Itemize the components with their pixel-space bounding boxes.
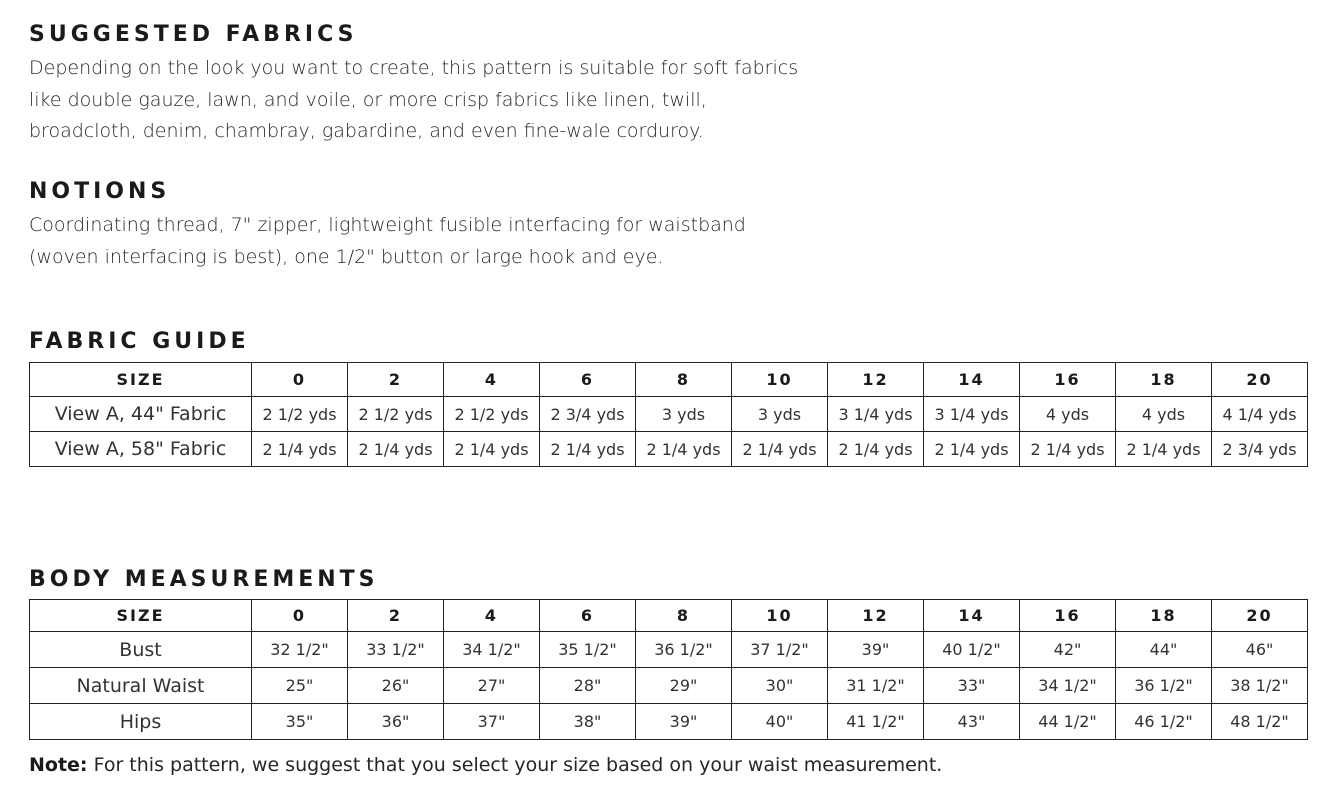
- table-cell: 2 1/4 yds: [828, 432, 924, 467]
- size-column-header: 10: [732, 600, 828, 632]
- size-column-header: 14: [924, 363, 1020, 397]
- table-cell: 2 1/2 yds: [444, 397, 540, 432]
- size-header-label: SIZE: [30, 363, 252, 397]
- table-cell: 34 1/2": [444, 632, 540, 668]
- size-column-header: 0: [252, 600, 348, 632]
- table-cell: 40": [732, 704, 828, 740]
- table-row: [30, 632, 1308, 668]
- table-cell: 29": [636, 668, 732, 704]
- table-cell: 4 yds: [1020, 397, 1116, 432]
- suggested-fabrics-line: broadcloth, denim, chambray, gabardine, and even fine-wale corduroy.: [29, 120, 704, 142]
- table-cell: 41 1/2": [828, 704, 924, 740]
- table-row: [30, 397, 1308, 432]
- size-column-header: 18: [1116, 600, 1212, 632]
- suggested-fabrics-line: like double gauze, lawn, and voile, or more crisp fabrics like linen, twill,: [29, 88, 707, 111]
- table-cell: 2 1/4 yds: [252, 432, 348, 467]
- size-column-header: 12: [828, 600, 924, 632]
- size-column-header: 6: [540, 600, 636, 632]
- table-cell: 38 1/2": [1212, 668, 1308, 704]
- table-cell: 42": [1020, 632, 1116, 668]
- table-cell: 39": [636, 704, 732, 740]
- table-cell: 25": [252, 668, 348, 704]
- table-cell: 2 1/4 yds: [1020, 432, 1116, 467]
- table-cell: 44 1/2": [1020, 704, 1116, 740]
- table-cell: 32 1/2": [252, 632, 348, 668]
- size-column-header: 12: [828, 363, 924, 397]
- table-cell: 3 1/4 yds: [828, 397, 924, 432]
- table-cell: 27": [444, 668, 540, 704]
- size-column-header: 4: [444, 363, 540, 397]
- size-header-row: [30, 600, 1308, 632]
- table-cell: 36": [348, 704, 444, 740]
- table-row: [30, 668, 1308, 704]
- suggested-fabrics-heading: SUGGESTED FABRICS: [29, 22, 358, 47]
- notions-line: Coordinating thread, 7" zipper, lightweight fusible interfacing for waistband: [29, 214, 746, 236]
- table-cell: 38": [540, 704, 636, 740]
- table-cell: 3 1/4 yds: [924, 397, 1020, 432]
- table-cell: 2 1/4 yds: [924, 432, 1020, 467]
- table-cell: 2 1/4 yds: [540, 432, 636, 467]
- table-cell: 4 yds: [1116, 397, 1212, 432]
- table-cell: 28": [540, 668, 636, 704]
- table-cell: 39": [828, 632, 924, 668]
- size-column-header: 14: [924, 600, 1020, 632]
- table-cell: 3 yds: [732, 397, 828, 432]
- size-column-header: 0: [252, 363, 348, 397]
- table-cell: 37": [444, 704, 540, 740]
- size-column-header: 4: [444, 600, 540, 632]
- table-cell: 2 1/2 yds: [348, 397, 444, 432]
- body-measurements-heading: BODY MEASUREMENTS: [29, 567, 379, 592]
- table-cell: 43": [924, 704, 1020, 740]
- table-row: [30, 432, 1308, 467]
- suggested-fabrics-line: Depending on the look you want to create, this pattern is suitable for soft fabrics: [29, 57, 799, 79]
- table-cell: 2 1/4 yds: [1116, 432, 1212, 467]
- table-cell: 35": [252, 704, 348, 740]
- notions-text: [29, 210, 746, 273]
- table-cell: 34 1/2": [1020, 668, 1116, 704]
- size-header-label: SIZE: [30, 600, 252, 632]
- table-cell: 33 1/2": [348, 632, 444, 668]
- table-cell: 2 1/4 yds: [636, 432, 732, 467]
- size-column-header: 8: [636, 600, 732, 632]
- table-cell: 33": [924, 668, 1020, 704]
- row-label: Hips: [30, 704, 252, 740]
- table-cell: 31 1/2": [828, 668, 924, 704]
- row-label: Natural Waist: [30, 668, 252, 704]
- size-header-row: [30, 363, 1308, 397]
- table-cell: 2 1/2 yds: [252, 397, 348, 432]
- table-cell: 30": [732, 668, 828, 704]
- notions-heading: NOTIONS: [29, 179, 171, 204]
- size-column-header: 2: [348, 363, 444, 397]
- table-cell: 36 1/2": [636, 632, 732, 668]
- table-cell: 26": [348, 668, 444, 704]
- size-column-header: 18: [1116, 363, 1212, 397]
- table-cell: 44": [1116, 632, 1212, 668]
- fabric-guide-heading: FABRIC GUIDE: [29, 329, 250, 354]
- table-cell: 46": [1212, 632, 1308, 668]
- table-cell: 46 1/2": [1116, 704, 1212, 740]
- table-cell: 3 yds: [636, 397, 732, 432]
- table-cell: 35 1/2": [540, 632, 636, 668]
- table-cell: 2 1/4 yds: [444, 432, 540, 467]
- table-cell: 2 1/4 yds: [732, 432, 828, 467]
- size-column-header: 20: [1212, 363, 1308, 397]
- note: [29, 754, 942, 776]
- table-cell: 36 1/2": [1116, 668, 1212, 704]
- notions-line: (woven interfacing is best), one 1/2" button or large hook and eye.: [29, 245, 664, 268]
- suggested-fabrics-text: [29, 53, 798, 148]
- size-column-header: 16: [1020, 363, 1116, 397]
- fabric-guide-table: [29, 362, 1308, 467]
- row-label: Bust: [30, 632, 252, 668]
- size-column-header: 8: [636, 363, 732, 397]
- table-cell: 40 1/2": [924, 632, 1020, 668]
- row-label: View A, 58" Fabric: [30, 432, 252, 467]
- note-label: Note:: [29, 754, 88, 776]
- size-column-header: 10: [732, 363, 828, 397]
- size-column-header: 16: [1020, 600, 1116, 632]
- size-column-header: 6: [540, 363, 636, 397]
- table-cell: 48 1/2": [1212, 704, 1308, 740]
- size-column-header: 2: [348, 600, 444, 632]
- table-cell: 2 3/4 yds: [540, 397, 636, 432]
- body-measurements-table: [29, 599, 1308, 740]
- row-label: View A, 44" Fabric: [30, 397, 252, 432]
- table-row: [30, 704, 1308, 740]
- size-column-header: 20: [1212, 600, 1308, 632]
- table-cell: 2 1/4 yds: [348, 432, 444, 467]
- table-cell: 2 3/4 yds: [1212, 432, 1308, 467]
- table-cell: 37 1/2": [732, 632, 828, 668]
- table-cell: 4 1/4 yds: [1212, 397, 1308, 432]
- note-text: For this pattern, we suggest that you select your size based on your waist measurement.: [87, 754, 943, 776]
